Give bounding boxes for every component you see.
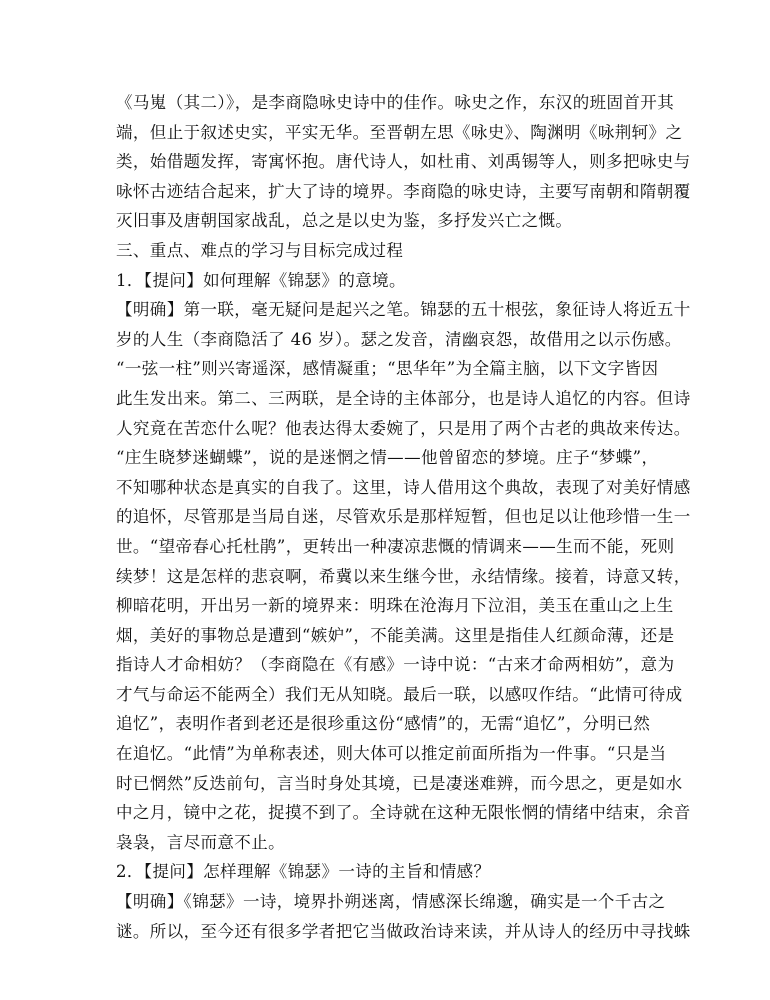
text-line: 时已惘然”反迭前句，言当时身处其境，已是凄迷难辨，而今思之，更是如水 [116,773,683,793]
text-line: 世。“望帝春心托杜鹃”，更转出一种凄凉悲慨的情调来——生而不能，死则 [116,536,675,556]
text-line: 才气与命运不能两全）我们无从知晓。最后一联，以感叹作结。“此情可待成 [116,684,683,704]
text-line: 续梦！这是怎样的悲哀啊，希冀以来生继今世，永结情缘。接着，诗意又转， [116,566,691,586]
section-heading: 三、重点、难点的学习与目标完成过程 [116,240,404,260]
text-line: 《马嵬（其二）》，是李商隐咏史诗中的佳作。咏史之作，东汉的班固首开其 [116,93,675,112]
text-line: 不知哪种状态是真实的自我了。这里，诗人借用这个典故，表现了对美好情感 [116,477,691,497]
text-line: 类，始借题发挥，寄寓怀抱。唐代诗人，如杜甫、刘禹锡等人，则多把咏史与 [116,152,691,172]
text-line: 【明确】《锦瑟》一诗，境界扑朔迷离，情感深长绵邈，确实是一个千古之 [116,892,666,912]
text-line: 袅袅，言尽而意不止。 [116,832,285,852]
question-heading: 1．【提问】如何理解《锦瑟》的意境。 [116,270,406,290]
text-line: “庄生晓梦迷蝴蝶”，说的是迷惘之情——他曾留恋的梦境。庄子“梦蝶”， [116,448,659,468]
text-line: 岁的人生（李商隐活了 46 岁）。瑟之发音，清幽哀怨，故借用之以示伤感。 [116,329,682,349]
text-line: 谜。所以，至今还有很多学者把它当做政治诗来读，并从诗人的经历中寻找蛛 [116,921,691,941]
text-line: 在追忆。“此情”为单称表述，则大体可以推定前面所指为一件事。“只是当 [116,744,667,764]
document-body [116,88,691,946]
text-line: 柳暗花明，开出另一新的境界来：明珠在沧海月下泣泪，美玉在重山之上生 [116,596,674,616]
text-line: 人究竟在苦恋什么呢？他表达得太委婉了，只是用了两个古老的典故来传达。 [116,418,691,438]
question-heading: 2．【提问】怎样理解《锦瑟》一诗的主旨和情感？ [116,862,491,882]
text-line: 的追怀，尽管那是当局自迷，尽管欢乐是那样短暂，但也足以让他珍惜一生一 [116,507,691,527]
text-line: 灭旧事及唐朝国家战乱，总之是以史为鉴，多抒发兴亡之慨。 [116,211,573,231]
text-line: 中之月，镜中之花，捉摸不到了。全诗就在这种无限怅惘的情绪中结束，余音 [116,803,691,823]
text-line: 【明确】第一联，毫无疑问是起兴之笔。锦瑟的五十根弦，象征诗人将近五十 [116,300,691,320]
text-line: 端，但止于叙述史实，平实无华。至晋朝左思《咏史》、陶渊明《咏荆轲》之 [116,122,683,142]
text-line: 指诗人才命相妨？（李商隐在《有感》一诗中说：“古来才命两相妨”，意为 [116,655,675,675]
text-line: 咏怀古迹结合起来，扩大了诗的境界。李商隐的咏史诗，主要写南朝和隋朝覆 [116,181,691,201]
text-line: “一弦一柱”则兴寄遥深，感情凝重；“思华年”为全篇主脑，以下文字皆因 [116,359,659,379]
text-line: 烟，美好的事物总是遭到“嫉妒”，不能美满。这里是指佳人红颜命薄，还是 [116,625,675,645]
text-line: 追忆”，表明作者到老还是很珍重这份“感情”的，无需“追忆”，分明已然 [116,714,651,734]
text-line: 此生发出来。第二、三两联，是全诗的主体部分，也是诗人追忆的内容。但诗 [116,388,691,408]
